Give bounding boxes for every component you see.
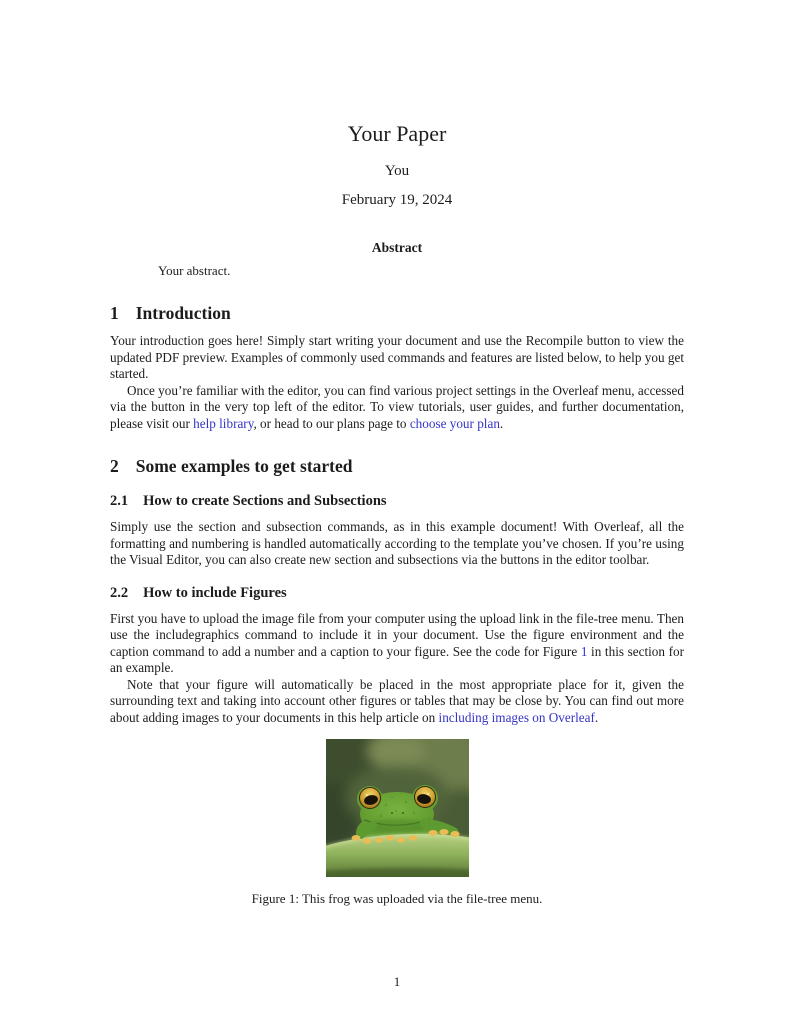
figure-1-ref-link[interactable]: 1 <box>580 643 588 659</box>
section-2-2-number: 2.2 <box>110 584 129 601</box>
frog-left-eye <box>359 788 380 809</box>
including-images-link[interactable]: including images on Overleaf <box>438 709 595 725</box>
section-2-1-heading <box>110 492 684 510</box>
figures-paragraph-2-text: Note that your figure will automatically be placed in the most appropriate place for it, given the surrounding text and taking into account other figures or tables that may be close by. You can find out more about adding images to your documents in this help article on <box>110 676 684 725</box>
section-2-1-title: How to create Sections and Subsections <box>143 493 387 509</box>
sections-paragraph: Simply use the section and subsection commands, as in this example document! With Overleaf, all the formatting and numbering is handled automatically according to the template you’ve chosen. If you’re using the Visual Editor, you can also create new section and subsections via the buttons in the editor toolbar. <box>110 519 684 567</box>
intro-paragraph-2-text: Once you’re familiar with the editor, you can find various project settings in the Overleaf menu, accessed via the button in the very top left of the editor. To view tutorials, user guides, and further documentation, please visit our <box>110 382 684 431</box>
choose-your-plan-link[interactable]: choose your plan <box>409 415 500 431</box>
figure-1-image-wrap <box>110 739 684 877</box>
figures-paragraph-1-text: in this section for an example. <box>110 643 684 675</box>
figures-paragraph-1-text: First you have to upload the image file from your computer using the upload link in the file-tree menu. Then use the includegraphics command to include it in your document. Use the figure environment and the caption command to add a number and a caption to your figure. See the code for Figure <box>110 610 684 659</box>
figures-paragraph-1 <box>110 611 684 677</box>
intro-paragraph-2-text: , or head to our plans page to <box>253 415 410 431</box>
figure-1-caption: Figure 1: This frog was uploaded via the file-tree menu. <box>251 891 543 906</box>
intro-paragraph-1: Your introduction goes here! Simply start writing your document and use the Recompile button to view the updated PDF preview. Examples of commonly used commands and features are listed below, to help you get started. <box>110 333 684 381</box>
intro-paragraph-2 <box>110 383 684 433</box>
figures-paragraph-2-text: . <box>594 709 599 725</box>
abstract-heading: Abstract <box>371 240 423 255</box>
figures-paragraph-2 <box>110 677 684 727</box>
section-2-2-title: How to include Figures <box>143 584 287 601</box>
section-1-title: Introduction <box>135 303 231 323</box>
paper-author: You <box>384 163 410 179</box>
help-library-link[interactable]: help library <box>193 415 254 431</box>
section-2-number: 2 <box>110 456 119 476</box>
intro-paragraph-2-text: . <box>499 415 504 431</box>
section-1-number: 1 <box>110 303 119 323</box>
figure-1 <box>110 739 684 907</box>
page-number: 1 <box>393 974 401 989</box>
section-2-2-heading <box>110 584 684 602</box>
section-1-heading <box>110 303 684 324</box>
section-2-heading <box>110 456 684 477</box>
frog-photo-image <box>326 739 469 877</box>
paper-title: Your Paper <box>347 121 447 146</box>
abstract-text: Your abstract. <box>158 263 231 278</box>
frog-right-eye <box>414 787 435 808</box>
section-2-1-number: 2.1 <box>110 493 129 509</box>
section-2-title: Some examples to get started <box>135 456 353 476</box>
paper-date: February 19, 2024 <box>341 192 453 208</box>
